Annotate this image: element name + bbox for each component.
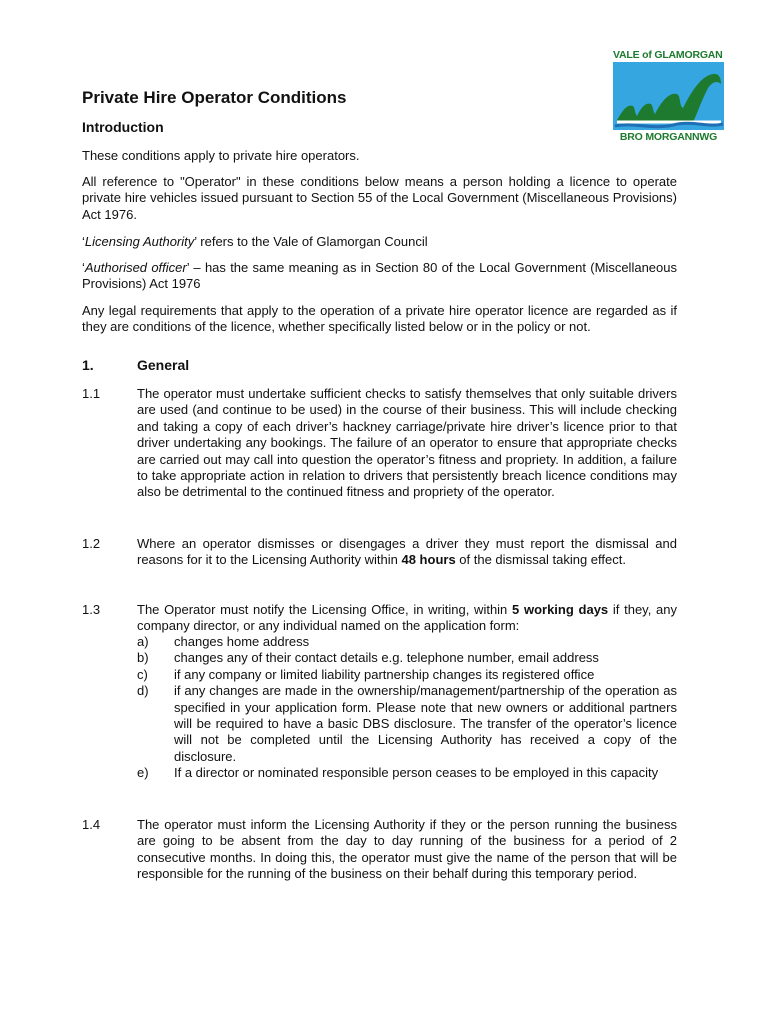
clause-1-3-number: 1.3 [82,602,101,617]
intro-paragraph-5: Any legal requirements that apply to the operation of a private hire operator licence are regarded as if they are conditions of the licence, whether specifically listed below or in the policy or not. [82,303,677,335]
clause-1-4-number: 1.4 [82,817,101,832]
list-item-text: If a director or nominated responsible person ceases to be employed in this capacity [174,765,659,781]
clause-1-2-text-a: Where an operator dismisses or disengages a driver they must report the dismissal and reasons for it to the Licensing Authority within [137,536,677,568]
list-item-text: if any company or limited liability partnership changes its registered office [174,666,595,682]
clause-1-1-text: The operator must undertake sufficient checks to satisfy themselves that only suitable drivers are used (and continue to be used) in the course of their business. This will include checking and taking a copy of each driver’s hackney carriage/private hire driver’s licence prior to that driver undertaking any bookings. The failure of an operator to ensure that appropriate checks are carried out may call into question the operator’s fitness and propriety. In addition, a failure to take appropriate action in relation to drivers that persistently breach licence conditions may also be detrimental to the continued fitness and propriety of the operator. [137,386,677,500]
clause-1-3-deadline: 5 working days [512,602,609,617]
list-item-text: changes home address [174,634,310,649]
quote-open: ‘ [82,234,85,249]
defined-term-authorised-officer: Authorised officer [84,260,187,275]
intro-paragraph-4-text: ’ – has the same meaning as in Section 80 of the Local Government (Miscellaneous Provisions) Act 1976 [82,260,677,292]
clause-1-2-number: 1.2 [82,536,101,551]
list-marker: d) [137,683,149,699]
intro-paragraph-2: All reference to "Operator" in these conditions below means a person holding a licence to operate private hire vehicles issued pursuant to Section 55 of the Local Government (Miscellaneous Provisions) Act 1976. [82,174,677,222]
section-number: 1. [82,357,94,373]
clause-1-2-deadline: 48 hours [401,552,456,568]
logo-landscape-icon [613,62,724,130]
clause-1-4-text: The operator must inform the Licensing Authority if they or the person running the business are going to be absent from the day to day running of the business for a period of 2 consecutive months. In doing this, the operator must give the name of the person that will be responsible for the running of the business on their behalf during this temporary period. [137,817,677,882]
page-title: Private Hire Operator Conditions [82,88,347,107]
list-item-text: if any changes are made in the ownership/management/partnership of the operation as specified in your application form. Please note that new owners or additional partners will be required to have a basic DBS disclosure. The transfer of the operator’s licence will not be completed until the Licensing Authority has received a copy of the disclosure. [174,683,677,764]
intro-paragraph-4 [82,260,677,293]
logo-bottom-text: BRO MORGANNWG [619,131,718,143]
clause-1-3-text-b: if they, any company director, or any individual named on the application form: [137,602,677,634]
list-item [137,765,677,781]
clause-1-2-text [137,536,677,569]
council-logo [613,49,724,143]
clause-1-3-text-a: The Operator must notify the Licensing Office, in writing, within [137,602,513,617]
intro-paragraph-1: These conditions apply to private hire operators. [82,148,360,163]
list-item [137,667,677,683]
list-item [137,634,677,650]
list-item [137,650,677,666]
defined-term-licensing-authority: Licensing Authority [84,234,195,249]
list-marker: a) [137,634,149,649]
intro-paragraph-3 [82,234,677,250]
clause-1-2-text-b: of the dismissal taking effect. [455,552,626,568]
logo-top-text: VALE of GLAMORGAN [613,49,723,61]
introduction-heading: Introduction [82,119,164,135]
clause-1-3-text [137,602,677,635]
list-marker: b) [137,650,149,666]
intro-paragraph-3-text: ’ refers to the Vale of Glamorgan Council [194,234,428,249]
list-marker: c) [137,666,148,682]
quote-open: ‘ [82,260,85,275]
list-marker: e) [137,765,149,781]
list-item [137,683,677,765]
list-item-text: changes any of their contact details e.g. telephone number, email address [174,650,599,666]
clause-1-1-number: 1.1 [82,386,101,401]
section-title: General [137,357,190,373]
clause-1-3-list [137,634,677,782]
